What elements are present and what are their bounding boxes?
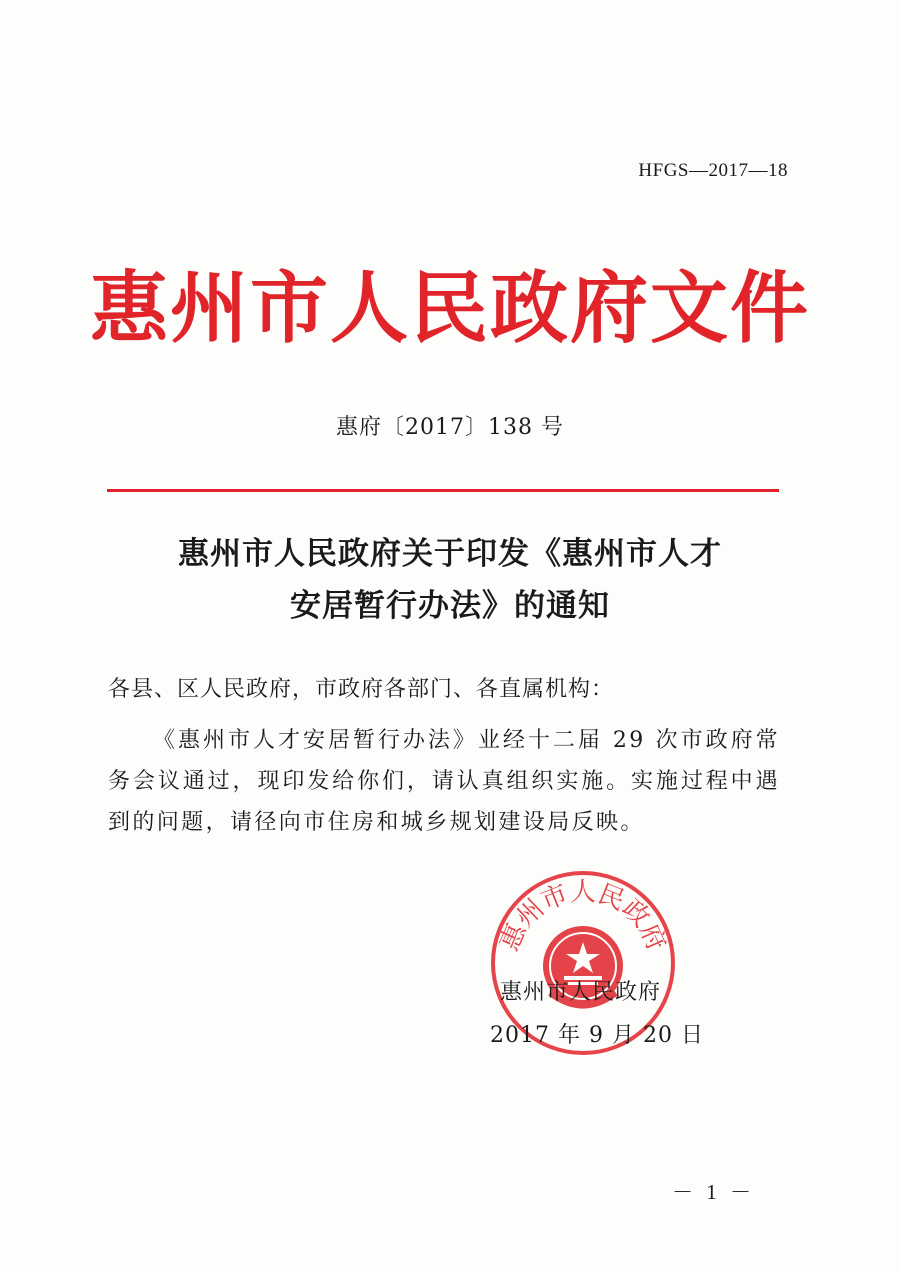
signer-name: 惠州市人民政府 bbox=[500, 980, 662, 1005]
document-header-title: 惠州市人民政府文件 bbox=[89, 263, 810, 354]
issue-number: 惠府〔2017〕138 号 bbox=[336, 415, 564, 440]
page-number: － 1 － bbox=[672, 1180, 755, 1204]
sign-date: 2017 年 9 月 20 日 bbox=[490, 1023, 704, 1048]
body-paragraph: 《惠州市人才安居暂行办法》业经十二届 29 次市政府常务会议通过，现印发给你们，请认真组织实施。实施过程中遇到的问题，请径向市住房和城乡规划建设局反映。 bbox=[108, 728, 780, 835]
document-code: HFGS—2017—18 bbox=[638, 160, 788, 181]
salutation: 各县、区人民政府，市政府各部门、各直属机构： bbox=[108, 677, 615, 702]
notice-title-line-1: 惠州市人民政府关于印发《惠州市人才 bbox=[178, 536, 722, 572]
notice-title-line-2: 安居暂行办法》的通知 bbox=[290, 588, 610, 624]
red-divider-line bbox=[107, 489, 779, 492]
seal-text: 惠州市人民政府 bbox=[494, 877, 672, 956]
notice-title bbox=[0, 528, 900, 632]
